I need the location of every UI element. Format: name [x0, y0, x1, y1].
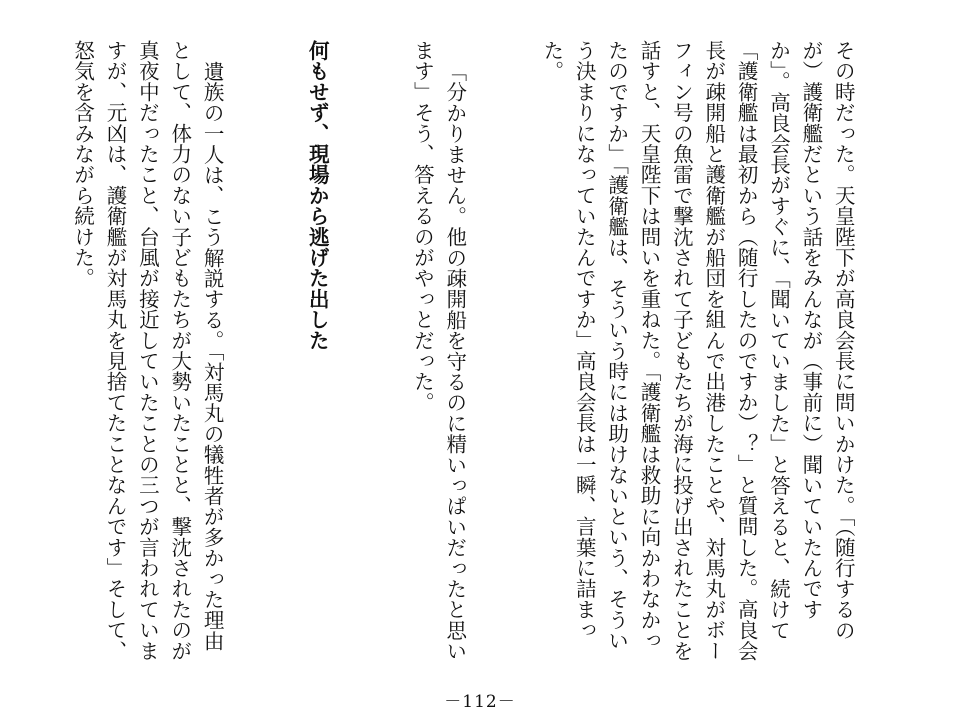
- paragraph-takara-answer: 「分かりません。他の疎開船を守るのに精いっぱいだったと思います」そう、答えるのがやっとだった。: [410, 40, 467, 661]
- page-number: －112－: [444, 692, 516, 712]
- paragraph-bereaved-explanation: 遺族の一人は、こう解説する。「対馬丸の犠牲者が多かった理由として、体力のない子どもたちが大勢いたことと、撃沈されたのが真夜中だったこと、台風が接近していたことの三つが言われていますが、元凶は、護衛艦が対馬丸を見捨てたことなんです」そして、怒気を含みながら続けた。: [70, 40, 225, 661]
- paragraph-emperor-question: その時だった。天皇陛下が高良会長に問いかけた。「（随行するのが）護衛艦だという話をみんなが（事前に）聞いていたんですか」。高良会長がすぐに、「聞いていました」と答えると、続けて「護衛艦は最初から（随行したのですか）？」と質問した。高良会長が疎開船と護衛艦が船団を組んで出港したことや、対馬丸がボーフィン号の魚雷で撃沈されて子どもたちが海に投げ出されたことを話すと、天皇陛下は問いを重ねた。「護衛艦は救助に向かわなかったのですか」「護衛艦は、そういう時には助けないという、そういう決まりになっていたんですか」高良会長は一瞬、言葉に詰まった。: [539, 40, 856, 661]
- vertical-text-body: [34, 40, 924, 665]
- section-heading: 何もせず、現場から逃げた出した: [305, 40, 330, 351]
